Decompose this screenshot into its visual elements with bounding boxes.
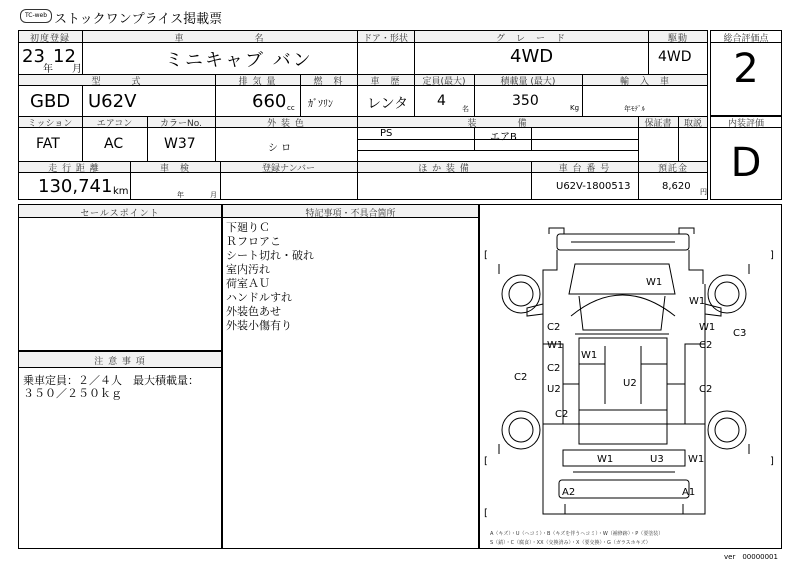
damage-mark: C2 [699,384,713,395]
fuel-value: ｶﾞｿﾘﾝ [308,99,333,110]
mission-value: FAT [36,136,60,152]
damage-mark: W1 [689,296,706,307]
door-shape-label: ドア・形状 [363,34,408,44]
model-value: U62V [88,91,137,112]
mileage-value: 130,741 [38,176,113,197]
damage-mark: U2 [623,378,637,389]
damage-mark: C2 [514,372,528,383]
info-table [18,30,708,200]
damage-mark: U3 [650,454,664,465]
exterior-color-label: 外 装 色 [267,119,305,129]
color-no-value: W37 [164,136,196,152]
chassis-number-label: 車 台 番 号 [558,164,611,174]
damage-mark: W1 [646,277,663,288]
damage-mark: U2 [547,384,561,395]
damage-mark: W1 [547,340,564,351]
inspection-label: 車 検 [159,164,190,174]
displacement-label: 排 気 量 [238,77,277,87]
damage-legend: S（錆）・C（腐食）・XX（交換済み）・X（要交換）・G（ガラスホキズ） [490,540,651,546]
sales-point-label: セールスポイント [80,209,160,219]
reg-month-unit: 月 [72,64,82,75]
deposit-label: 預託金 [657,164,688,174]
page-title: ストックワンプライス掲載票 [54,12,223,27]
mileage-label: 走 行 距 離 [48,164,100,174]
model-prefix: GBD [30,91,71,112]
capacity-unit: 名 [462,105,469,113]
import-label: 輸 入 車 [619,77,670,87]
history-label: 車 歴 [370,77,401,87]
exterior-color-value: シ ロ [268,143,292,154]
load-label: 積載量 (最大) [500,77,556,87]
mileage-unit: km [113,186,129,197]
equip-ps: PS [380,128,393,139]
remark-item: 下廻りＣ [226,221,270,234]
remark-item: Ｒフロアこ [226,235,281,248]
mission-label: ミッション [27,119,73,129]
interior-score: D [730,140,762,186]
load-value: 350 [512,93,539,109]
first-reg-label: 初度登録 [29,34,70,44]
model-label: 型 式 [91,77,142,87]
damage-mark: W1 [688,454,705,465]
displacement-unit: cc [287,104,295,112]
grade-value: 4WD [510,46,554,67]
damage-mark: A1 [682,487,696,498]
notes-label: 注 意 事 項 [94,357,146,367]
remark-item: ハンドルすれ [226,291,292,304]
capacity-label: 定員(最大) [422,77,466,87]
remark-item: 荷室ＡＵ [226,277,270,290]
displacement-value: 660 [252,91,287,112]
drive-value: 4WD [658,49,692,65]
equipment-label: 装 備 [467,119,528,129]
notes-line-1: 乗車定員：２／４人 最大積載量： [23,374,199,387]
remark-item: 室内汚れ [226,263,270,276]
other-equipment-label: ほ か 装 備 [418,164,470,174]
bracket-right-bottom: ] [770,456,774,467]
bracket-left-top: [ [484,250,488,261]
inspection-year-unit: 年 [177,191,184,199]
overall-score: 2 [733,46,759,92]
inspection-month-unit: 月 [210,191,217,199]
remark-item: シート切れ・破れ [226,249,314,262]
overall-grade-label: 総合評価点 [723,34,769,44]
deposit-value: 8,620 [662,181,691,192]
equip-ab: エアB [490,132,517,143]
reg-month: 12 [53,46,76,67]
load-unit: Kg [570,104,580,112]
reg-year-unit: 年 [43,64,53,75]
sales-point-box [18,204,222,351]
damage-mark: W1 [597,454,614,465]
damage-mark: C2 [699,340,713,351]
aircon-label: エアコン [96,119,133,129]
remark-item: 外装小傷有り [226,319,292,332]
color-label: カラーNo. [160,119,202,129]
logo: TC-web [20,9,52,23]
warranty-label: 保証書 [644,119,672,129]
reg-year: 23 [22,46,45,67]
remarks-label: 特記事項・不具合箇所 [305,209,396,219]
bracket-left-legend: [ [484,508,488,519]
remark-item: 外装色あせ [226,305,281,318]
capacity-value: 4 [437,93,446,109]
damage-mark: A2 [562,487,576,498]
damage-legend: A（キズ）・U（ヘコミ）・B（キズを伴うヘコミ）・W（補修跡）・P（要塗装） [490,531,664,537]
damage-mark: W1 [699,322,716,333]
damage-mark: C2 [547,363,561,374]
aircon-value: AC [104,136,124,152]
bracket-left-bottom: [ [484,456,488,467]
car-name-label: 車 名 [174,34,265,44]
import-model-year: 年ﾓﾃﾞﾙ [624,105,645,113]
chassis-number-value: U62V-1800513 [556,181,631,192]
damage-mark: C2 [555,409,569,420]
version-label: ver 00000001 [724,553,778,561]
damage-mark: W1 [581,350,598,361]
damage-mark: C2 [547,322,561,333]
fuel-label: 燃 料 [313,77,344,87]
history-value: レンタ [367,96,409,112]
reg-number-label: 登録ナンバー [262,164,315,174]
deposit-unit: 円 [700,188,707,196]
car-name: ミニキャブ バン [165,50,313,71]
grade-label: グ レ ー ド [495,34,566,44]
bracket-right-top: ] [770,250,774,261]
manual-label: 取説 [683,119,702,129]
notes-line-2: ３５０／２５０ｋｇ [23,387,122,400]
damage-mark: C3 [733,328,747,339]
drive-label: 駆動 [667,34,688,44]
interior-grade-label: 内装評価 [727,119,764,129]
